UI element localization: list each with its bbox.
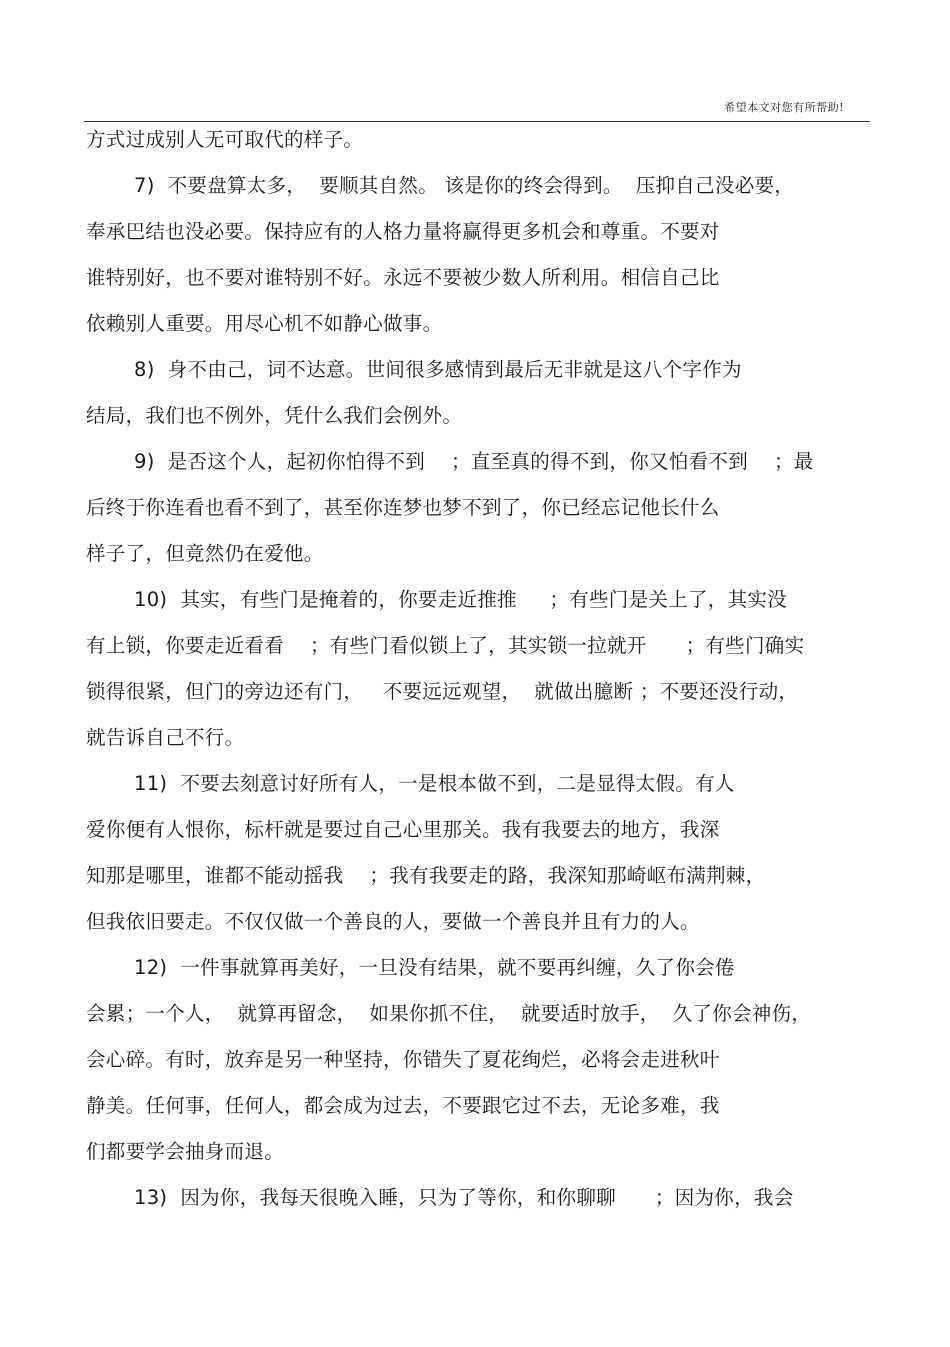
text-line: 8) 身不由己，词不达意。世间很多感情到最后无非就是这八个字作为 — [134, 358, 742, 381]
text-line: 11) 不要去刻意讨好所有人，一是根本做不到，二是显得太假。有人 — [134, 772, 735, 795]
text-line: 9) 是否这个人，起初你怕得不到 ；直至真的得不到，你又怕看不到 ；最 — [134, 450, 814, 473]
text-line: 谁特别好，也不要对谁特别不好。永远不要被少数人所利用。相信自己比 — [86, 266, 720, 289]
text-line: 静美。任何事，任何人，都会成为过去，不要跟它过不去，无论多难，我 — [86, 1094, 720, 1117]
text-line: 会心碎。有时，放弃是另一种坚持，你错失了夏花绚烂，必将会走进秋叶 — [86, 1048, 720, 1071]
text-line: 结局，我们也不例外，凭什么我们会例外。 — [86, 404, 463, 427]
text-line: 12) 一件事就算再美好，一旦没有结果，就不要再纠缠，久了你会倦 — [134, 956, 735, 979]
text-line: 7) 不要盘算太多， 要顺其自然。 该是你的终会得到。 压抑自己没必要， — [134, 174, 795, 197]
text-line: 但我依旧要走。不仅仅做一个善良的人，要做一个善良并且有力的人。 — [86, 910, 700, 933]
text-line: 方式过成别人无可取代的样子。 — [86, 128, 364, 151]
text-line: 锁得很紧，但门的旁边还有门， 不要远远观望， 就做出臆断 ；不要还没行动， — [86, 680, 799, 703]
text-line: 们都要学会抽身而退。 — [86, 1140, 285, 1163]
text-line: 会累；一个人， 就算再留念， 如果你抓不住， 就要适时放手， 久了你会神伤， — [86, 1002, 812, 1025]
text-line: 就告诉自己不行。 — [86, 726, 245, 749]
text-line: 后终于你连看也看不到了，甚至你连梦也梦不到了，你已经忘记他长什么 — [86, 496, 720, 519]
text-line: 10) 其实，有些门是掩着的，你要走近推推 ；有些门是关上了，其实没 — [134, 588, 788, 611]
text-line: 爱你便有人恨你，标杆就是要过自己心里那关。我有我要去的地方，我深 — [86, 818, 720, 841]
header-note: 希望本文对您有所帮助! — [724, 101, 844, 114]
text-line: 依赖别人重要。用尽心机不如静心做事。 — [86, 312, 443, 335]
text-line: 知那是哪里，谁都不能动摇我 ；我有我要走的路，我深知那崎岖布满荆棘， — [86, 864, 766, 887]
text-line: 样子了，但竟然仍在爱他。 — [86, 542, 324, 565]
text-line: 13) 因为你，我每天很晚入睡，只为了等你，和你聊聊 ；因为你，我会 — [134, 1186, 794, 1209]
text-line: 奉承巴结也没必要。保持应有的人格力量将赢得更多机会和尊重。不要对 — [86, 220, 720, 243]
text-line: 有上锁，你要走近看看 ；有些门看似锁上了，其实锁一拉就开 ；有些门确实 — [86, 634, 805, 657]
document-body — [86, 117, 876, 1221]
